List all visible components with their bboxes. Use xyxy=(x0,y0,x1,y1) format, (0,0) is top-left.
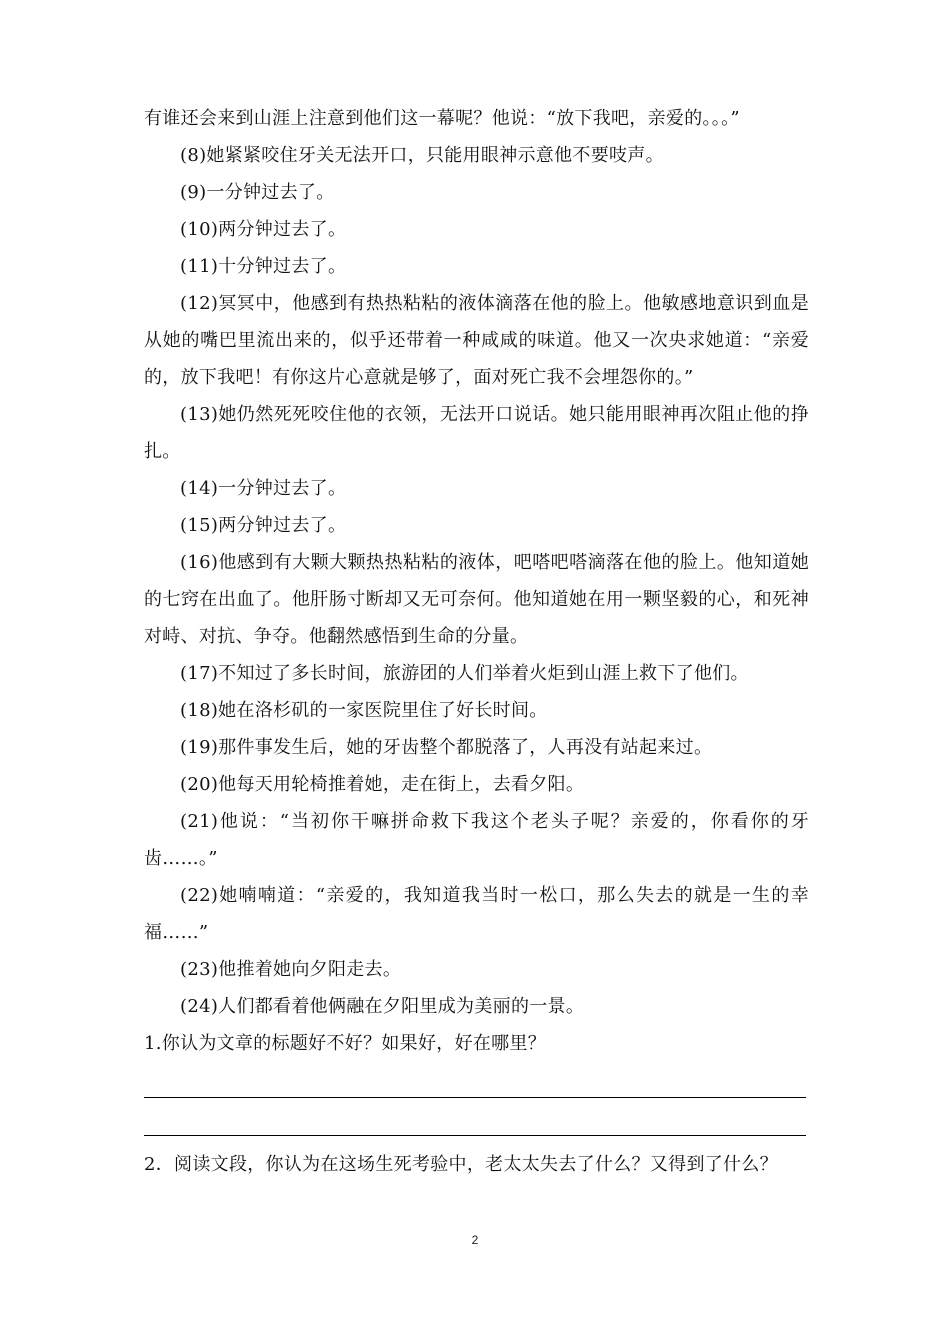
paragraph-15: (15)两分钟过去了。 xyxy=(180,515,347,536)
paragraph-7-continued: 有谁还会来到山涯上注意到他们这一幕呢？他说：“放下我吧，亲爱的。。。” xyxy=(144,108,740,129)
page-number: 2 xyxy=(471,1233,479,1247)
paragraph-23: (23)他推着她向夕阳走去。 xyxy=(180,959,402,980)
paragraph-9: (9)一分钟过去了。 xyxy=(180,182,335,203)
question-2: 2．阅读文段，你认为在这场生死考验中，老太太失去了什么？又得到了什么？ xyxy=(144,1154,778,1175)
answer-line-1[interactable] xyxy=(144,1097,806,1098)
question-1: 1.你认为文章的标题好不好？如果好，好在哪里？ xyxy=(144,1033,547,1054)
paragraph-22: (22)她喃喃道：“亲爱的，我知道我当时一松口，那么失去的就是一生的幸福……” xyxy=(144,885,809,943)
article-body xyxy=(144,100,809,1062)
answer-line-2[interactable] xyxy=(144,1135,806,1136)
paragraph-18: (18)她在洛杉矶的一家医院里住了好长时间。 xyxy=(180,700,548,721)
paragraph-21: (21)他说：“当初你干嘛拼命救下我这个老头子呢？亲爱的，你看你的牙齿……。” xyxy=(144,811,809,869)
paragraph-14: (14)一分钟过去了。 xyxy=(180,478,347,499)
paragraph-11: (11)十分钟过去了。 xyxy=(180,256,347,277)
paragraph-24: (24)人们都看着他俩融在夕阳里成为美丽的一景。 xyxy=(180,996,585,1017)
paragraph-10: (10)两分钟过去了。 xyxy=(180,219,347,240)
paragraph-20: (20)他每天用轮椅推着她，走在街上，去看夕阳。 xyxy=(180,774,585,795)
paragraph-8: (8)她紧紧咬住牙关无法开口，只能用眼神示意他不要吱声。 xyxy=(180,145,664,166)
paragraph-17: (17)不知过了多长时间，旅游团的人们举着火炬到山涯上救下了他们。 xyxy=(180,663,749,684)
paragraph-16: (16)他感到有大颗大颗热热粘粘的液体，吧嗒吧嗒滴落在他的脸上。他知道她的七窍在出血了。他肝肠寸断却又无可奈何。他知道她在用一颗坚毅的心，和死神对峙、对抗、争夺。他翻然感悟到生命的分量。 xyxy=(144,552,809,647)
paragraph-19: (19)那件事发生后，她的牙齿整个都脱落了，人再没有站起来过。 xyxy=(180,737,713,758)
paragraph-13: (13)她仍然死死咬住他的衣领，无法开口说话。她只能用眼神再次阻止他的挣扎。 xyxy=(144,404,809,462)
paragraph-12: (12)冥冥中，他感到有热热粘粘的液体滴落在他的脸上。他敏感地意识到血是从她的嘴巴里流出来的，似乎还带着一种咸咸的味道。他又一次央求她道：“亲爱的，放下我吧！有你这片心意就是够了，面对死亡我不会埋怨你的。” xyxy=(144,293,809,388)
